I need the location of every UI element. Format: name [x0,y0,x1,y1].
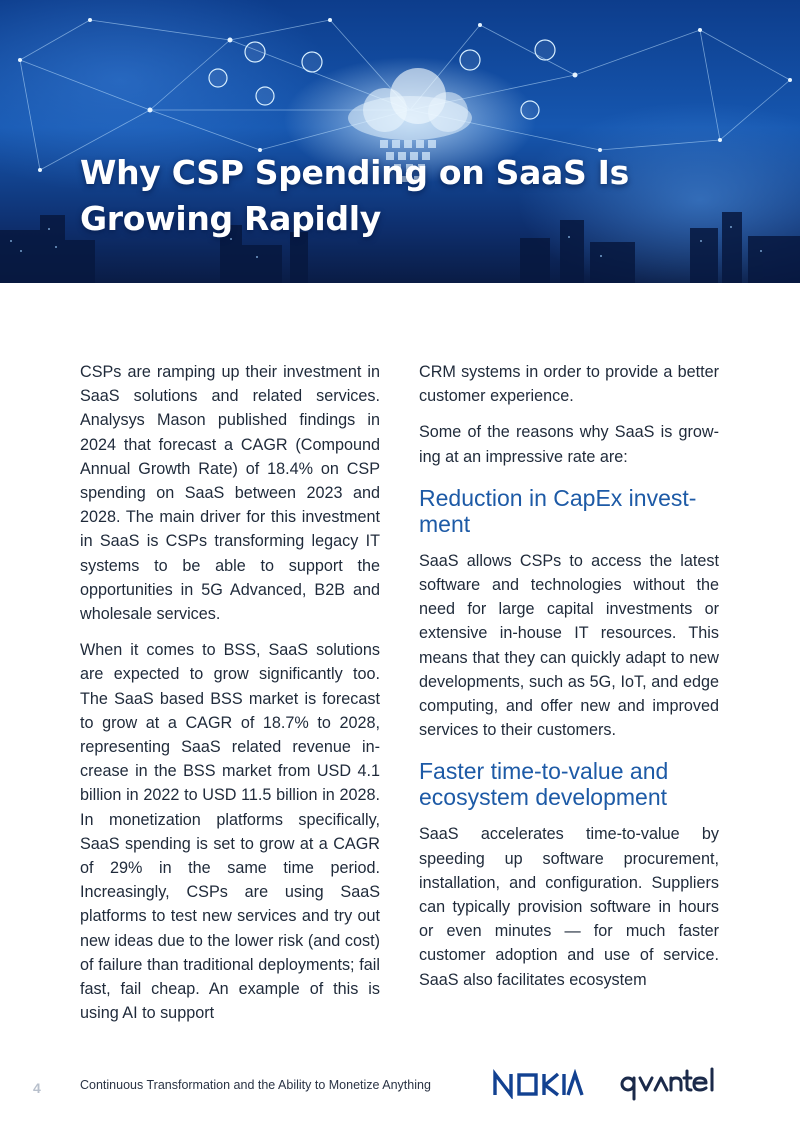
page-title: Why CSP Spending on SaaS Is Growing Rapidly [80,153,630,238]
qvantel-logo [620,1062,720,1102]
section-heading: Reduction in CapEx investment [419,484,697,537]
paragraph: Some of the reasons why SaaS is growing at an impressive rate are: [419,423,719,466]
paragraph: CSPs are ramping up their investment in SaaS solutions and related services. Analysys Mason published findings in 2024 that forecast a CAGR (Compound Annual Growth Rate) of 18.4% on CSP spending on SaaS between 2023 and 2028. The main driver for this investment in SaaS is CSPs transforming legacy IT systems to be able to support the opportunities in 5G Advanced, B2B and wholesale services. [80,363,380,624]
paragraph: When it comes to BSS, SaaS solutions are expected to grow significantly too. The SaaS based BSS market is forecast to grow at a CAGR of 18.7% to 2028, representing SaaS related revenue increase in the BSS market from USD 4.1 billion in 2022 to USD 11.5 billion in 2028. In monetization platforms specifically, SaaS spending is set to grow at a CAGR of 29% in the same time period. Increasingly, CSPs are using SaaS platforms to test new services and try out new ideas due to the lower risk (and cost) of failure than traditional deployments; fail fast, fail cheap. An example of this is using AI to support [80,641,380,1023]
page-number: 4 [33,1080,41,1096]
left-column [80,360,380,1037]
section-heading: Faster time-to-value and ecosystem development [419,758,669,811]
nokia-logo [492,1069,584,1099]
footer-text: Continuous Transformation and the Ability to Monetize Anything [80,1078,431,1092]
paragraph: CRM systems in order to provide a better customer experience. [419,363,719,406]
paragraph: SaaS accelerates time-to-value by speeding up software procurement, installation, and configuration. Suppliers can typically provision software in hours or even minutes — for much faster customer adoption and use of service. SaaS also facilitates ecosystem [419,825,719,989]
hero-banner [0,0,800,283]
paragraph: SaaS allows CSPs to access the latest software and technologies without the need for large capital investments or extensive in-house IT resources. This means that they can quickly adapt to new developments, such as 5G, IoT, and edge computing, and offer new and improved services to their customers. [419,551,719,740]
right-column [419,360,719,1004]
